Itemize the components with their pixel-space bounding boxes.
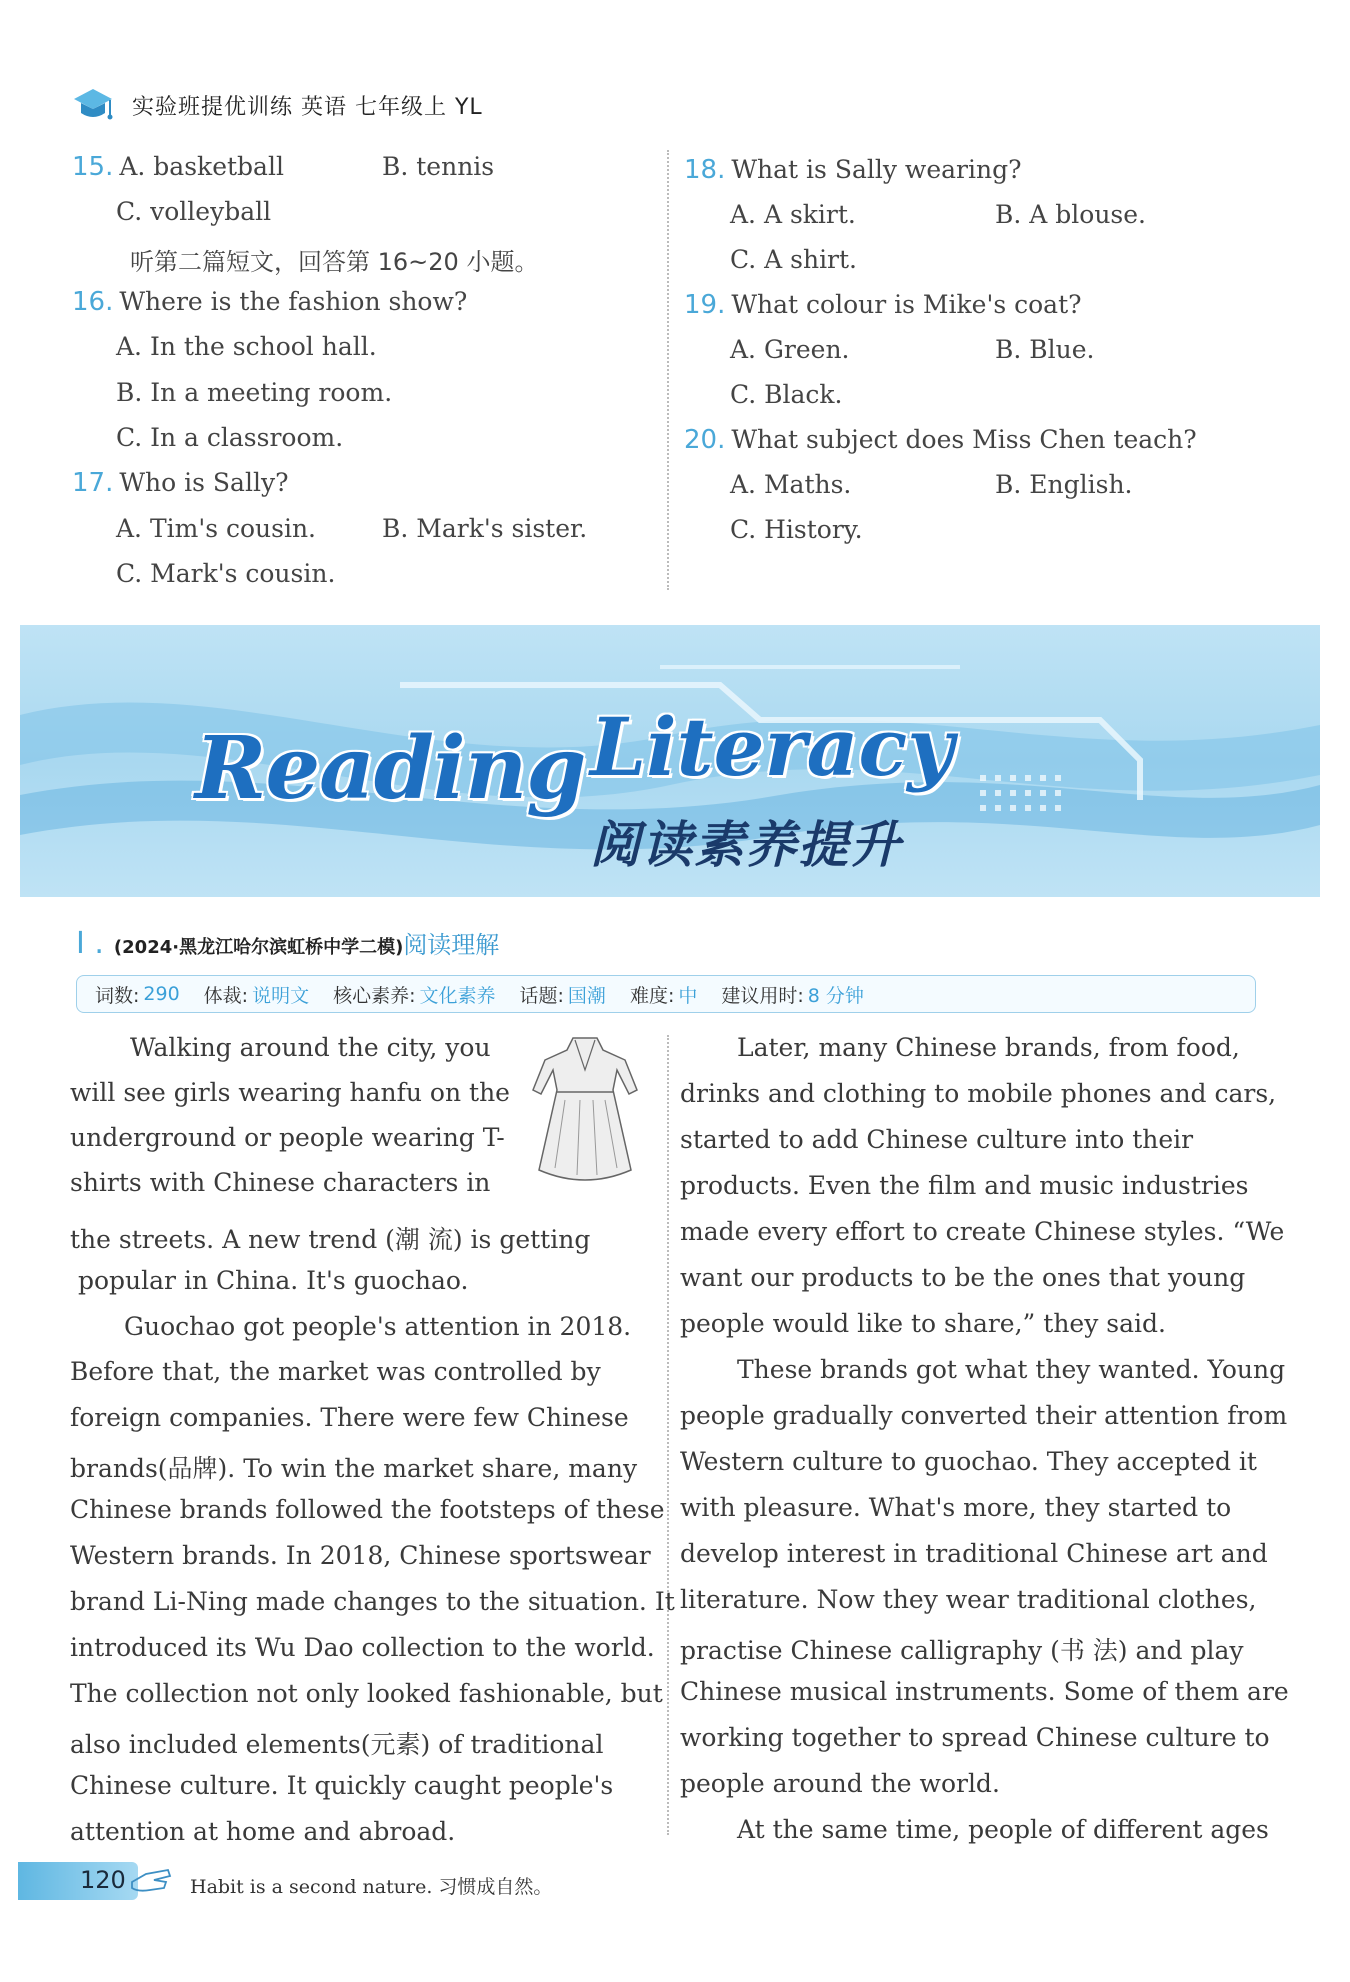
article-right-line-14: practise Chinese calligraphy (书 法) and play	[680, 1636, 1244, 1665]
page-number: 120	[80, 1866, 126, 1894]
topic-value: 国潮	[567, 984, 606, 1007]
q17-number: 17.	[72, 468, 114, 498]
article-column-divider	[667, 1035, 669, 1835]
article-left-line-11: Chinese brands followed the footsteps of these	[70, 1495, 665, 1524]
q16-text: Where is the fashion show?	[119, 287, 468, 316]
article-left-line-18: attention at home and abroad.	[70, 1817, 456, 1846]
q19-option-b: B. Blue.	[995, 335, 1095, 364]
section-source: (2024·黑龙江哈尔滨虹桥中学二模)	[113, 937, 404, 958]
article-left-line-5: the streets. A new trend (潮 流) is getting	[70, 1225, 591, 1254]
q15-option-a	[72, 152, 284, 182]
banner-word-reading: Reading	[195, 718, 586, 819]
article-right-line-2: drinks and clothing to mobile phones and cars,	[680, 1079, 1277, 1108]
article-left-line-6: popular in China. It's guochao.	[78, 1266, 469, 1295]
book-title: 实验班提优训练 英语 七年级上 YL	[132, 94, 483, 120]
q16-option-c: C. In a classroom.	[116, 423, 344, 452]
topic-label: 话题:	[519, 984, 564, 1007]
core-label: 核心素养:	[333, 984, 416, 1007]
article-left-line-15: The collection not only looked fashionable, but	[70, 1679, 663, 1708]
q19-option-c: C. Black.	[730, 380, 843, 409]
listening-instruction: 听第二篇短文，回答第 16~20 小题。	[130, 248, 539, 276]
article-left-line-14: introduced its Wu Dao collection to the world.	[70, 1633, 655, 1662]
article-right-line-7: people would like to share,” they said.	[680, 1309, 1166, 1338]
article-left-line-4: shirts with Chinese characters in	[70, 1168, 491, 1197]
article-right-line-12: develop interest in traditional Chinese art and	[680, 1539, 1268, 1568]
genre-label: 体裁:	[203, 984, 249, 1007]
q20-text: What subject does Miss Chen teach?	[731, 425, 1197, 454]
time-value: 8 分钟	[807, 984, 864, 1007]
article-left-line-3: underground or people wearing T-	[70, 1123, 505, 1152]
q20-option-a: A. Maths.	[730, 470, 852, 499]
section-name: 阅读理解	[403, 931, 500, 959]
article-left-line-17: Chinese culture. It quickly caught people's	[70, 1771, 614, 1800]
word-count-value: 290	[143, 983, 180, 1005]
article-left-line-1	[130, 1033, 495, 1062]
q20-option-c: C. History.	[730, 515, 863, 544]
article-left-line-12: Western brands. In 2018, Chinese sportswear	[70, 1541, 651, 1570]
article-right-line-3: started to add Chinese culture into their	[680, 1125, 1194, 1154]
hand-pointer-icon	[128, 1860, 176, 1900]
section-number: I .	[76, 926, 104, 961]
time-label: 建议用时:	[721, 984, 804, 1007]
column-divider	[667, 150, 669, 590]
q16-option-a: A. In the school hall.	[116, 332, 377, 361]
article-left-line-16: also included elements(元素) of traditional	[70, 1730, 604, 1759]
article-left-line-9: foreign companies. There were few Chinese	[70, 1403, 629, 1432]
q18-number: 18.	[684, 155, 726, 185]
q17-option-c: C. Mark's cousin.	[116, 559, 336, 588]
article-left-line-10: brands(品牌). To win the market share, many	[70, 1454, 638, 1483]
article-left-line-2: will see girls wearing hanfu on the	[70, 1078, 510, 1107]
difficulty-value: 中	[678, 984, 698, 1007]
article-right-line-5: made every effort to create Chinese styles. “We	[680, 1217, 1285, 1246]
q19-option-a: A. Green.	[730, 335, 850, 364]
q18-option-a: A. A skirt.	[730, 200, 856, 229]
q17-question	[72, 468, 288, 498]
article-left-line-8: Before that, the market was controlled by	[70, 1357, 601, 1386]
q17-option-b: B. Mark's sister.	[382, 514, 588, 543]
core-value: 文化素养	[419, 984, 496, 1007]
q15-a-text: A. basketball	[119, 152, 284, 181]
q17-option-a: A. Tim's cousin.	[116, 514, 316, 543]
q16-option-b: B. In a meeting room.	[116, 378, 393, 407]
q20-question	[684, 425, 1197, 455]
q19-number: 19.	[684, 290, 726, 320]
article-left-line-7: Guochao got people's attention in 2018.	[124, 1312, 632, 1341]
section-title	[76, 925, 499, 961]
article-right-line-16: working together to spread Chinese culture to	[680, 1723, 1270, 1752]
q19-text: What colour is Mike's coat?	[731, 290, 1082, 319]
difficulty-label: 难度:	[629, 984, 675, 1007]
hanfu-dress-illustration	[525, 1030, 645, 1185]
q18-question	[684, 155, 1021, 185]
q18-option-c: C. A shirt.	[730, 245, 858, 274]
line-text: Walking around the city, you	[130, 1033, 491, 1062]
article-right-line-4: products. Even the film and music industries	[680, 1171, 1249, 1200]
q15-option-b: B. tennis	[382, 152, 495, 181]
q15-number: 15.	[72, 152, 114, 182]
article-right-line-15: Chinese musical instruments. Some of them are	[680, 1677, 1289, 1706]
reading-info-bar	[76, 975, 1256, 1013]
page-header	[70, 80, 483, 130]
article-right-line-13: literature. Now they wear traditional clothes,	[680, 1585, 1257, 1614]
q16-question	[72, 287, 467, 317]
q17-text: Who is Sally?	[119, 468, 289, 497]
q15-option-c: C. volleyball	[116, 197, 272, 226]
article-right-line-11: with pleasure. What's more, they started to	[680, 1493, 1232, 1522]
q19-question	[684, 290, 1082, 320]
article-right-line-6: want our products to be the ones that young	[680, 1263, 1246, 1292]
article-right-line-10: Western culture to guochao. They accepted it	[680, 1447, 1257, 1476]
q16-number: 16.	[72, 287, 114, 317]
genre-value: 说明文	[252, 984, 310, 1007]
footer-motto: Habit is a second nature. 习惯成自然。	[190, 1876, 553, 1898]
article-right-line-8: These brands got what they wanted. Young	[737, 1355, 1286, 1384]
q18-option-b: B. A blouse.	[995, 200, 1146, 229]
banner-chinese-title: 阅读素养提升	[590, 816, 902, 874]
article-right-line-1: Later, many Chinese brands, from food,	[737, 1033, 1240, 1062]
banner-word-literacy: Literacy	[590, 700, 954, 794]
article-right-line-17: people around the world.	[680, 1769, 1000, 1798]
article-right-line-9: people gradually converted their attention from	[680, 1401, 1288, 1430]
q18-text: What is Sally wearing?	[731, 155, 1022, 184]
article-left-line-13: brand Li-Ning made changes to the situation. It	[70, 1587, 675, 1616]
q20-option-b: B. English.	[995, 470, 1133, 499]
q20-number: 20.	[684, 425, 726, 455]
word-count-label: 词数:	[95, 984, 140, 1007]
article-right-line-18: At the same time, people of different ages	[737, 1815, 1269, 1844]
graduation-cap-icon	[70, 85, 116, 125]
